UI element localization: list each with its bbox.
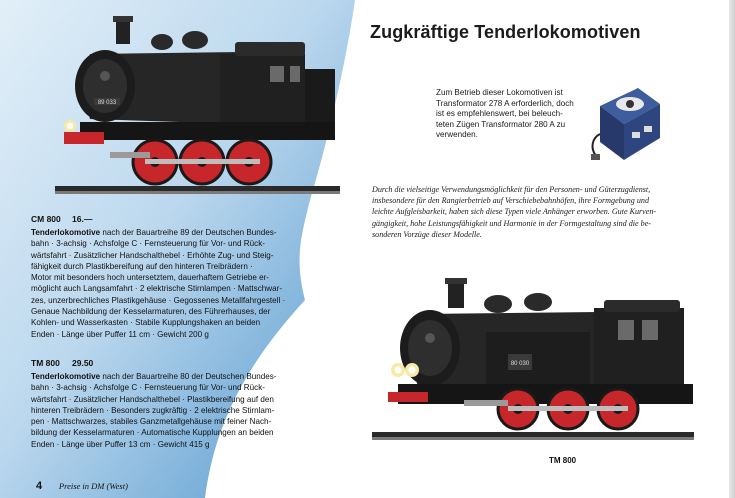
description-line: wärtsfahrt · Zusätzlicher Handschalthebel · Plastikbereifung auf den	[31, 394, 274, 404]
description-line: bahn · 3-achsig · Achsfolge C · Fernsteuerung für Vor- und Rück-	[31, 383, 265, 393]
transformer-note-line: verwenden.	[436, 130, 478, 139]
product-code: TM 800	[31, 358, 60, 368]
description-line: pen · Mattschwarzes, stabiles Ganzmetallgehäuse mit feiner Nach-	[31, 417, 272, 427]
cm800-locomotive-image	[50, 14, 350, 199]
description-line	[31, 371, 331, 382]
product-price: 16.—	[72, 214, 93, 224]
description-line	[31, 227, 331, 238]
description-text: nach der Bauartreihe 89 der Deutschen Bundes-	[100, 228, 277, 237]
product-heading	[31, 214, 331, 224]
tm800-locomotive-image	[368, 276, 698, 448]
transformer-note-line: teten Zügen Transformator 280 A zu	[436, 119, 566, 129]
intro-line: leichte Aufgleisbarkeit, haben sich diese Typen viele Anhänger erworben. Gute Kurven-	[372, 207, 657, 217]
description-text: nach der Bauartreihe 80 der Deutschen Bundes-	[100, 372, 277, 381]
product-cm800	[31, 214, 331, 340]
tm800-caption: TM 800	[549, 456, 577, 465]
product-price: 29.50	[72, 358, 94, 368]
product-name: Tenderlokomotive	[31, 372, 101, 381]
description-line: Kohlen- und Wasserkasten · Stabile Kupplungshaken an beiden	[31, 318, 261, 328]
description-line: bahn · 3-achsig · Achsfolge C · Fernsteuerung für Vor- und Rück-	[31, 239, 265, 249]
intro-line: sonderen Vorzüge dieser Modelle.	[372, 229, 482, 239]
transformer-note-line: Transformator 278 A erforderlich, doch	[436, 98, 574, 108]
description-line: bildung der Kesselarmaturen · Automatische Kupplungen an beiden	[31, 428, 274, 438]
intro-paragraph	[372, 184, 707, 240]
page-headline: Zugkräftige Tenderlokomotiven	[370, 22, 641, 42]
product-tm800	[31, 358, 331, 450]
transformer-note	[436, 88, 586, 141]
description-line: Enden · Länge über Puffer 13 cm · Gewicht 415 g	[31, 439, 210, 449]
product-heading	[31, 358, 331, 368]
transformer-image	[586, 82, 662, 164]
description-line: Genaue Nachbildung der Kesselarmaturen, des Führerhauses, der	[31, 307, 271, 317]
cm800-number-plate: 89 033	[97, 100, 117, 106]
product-description	[31, 227, 331, 340]
intro-line: Durch die vielseitige Verwendungsmöglichkeit für den Personen- und Güterzugdienst,	[372, 185, 651, 194]
description-line: hinteren Treibrädern · Besonders zugkräftig · 2 elektrische Stirnlam-	[31, 405, 275, 415]
product-description	[31, 371, 331, 450]
page-number: 4	[36, 480, 43, 492]
transformer-note-line: ist es empfehlenswert, bei beleuch-	[436, 109, 563, 118]
transformer-note-line: Zum Betrieb dieser Lokomotiven ist	[436, 88, 563, 97]
description-line: wärtsfahrt · Zusätzlicher Handschalthebel · Erhöhte Zug- und Steig-	[31, 250, 274, 260]
intro-line: insbesondere für den Rangierbetrieb auf Verschiebebahnhöfen, ihre Formgebung und	[372, 196, 650, 206]
product-code: CM 800	[31, 214, 61, 224]
description-line: möglicht auch Langsamfahrt · 2 elektrische Stirnlampen · Mattschwar-	[31, 284, 283, 294]
page-footer	[36, 480, 128, 492]
description-line: Enden · Länge über Puffer 11 cm · Gewicht 200 g	[31, 329, 209, 339]
description-line: zes, unzerbrechliches Plastikgehäuse · Gegossenes Metallfahrgestell ·	[31, 295, 286, 305]
description-line: Motor mit besonders hoch untersetztem, dauerhaftem Getriebe er-	[31, 273, 269, 283]
price-note: Preise in DM (West)	[58, 481, 128, 491]
product-name: Tenderlokomotive	[31, 228, 101, 237]
tm800-number-plate: 80 030	[510, 361, 530, 367]
description-line: fähigkeit durch Plastikbereifung auf den hinteren Treibrädern ·	[31, 261, 253, 271]
intro-line: gängigkeit, hohe Leistungsfähigkeit und Harmonie in der Formgestaltung sind die be-	[372, 218, 651, 228]
page-gutter	[729, 0, 735, 498]
